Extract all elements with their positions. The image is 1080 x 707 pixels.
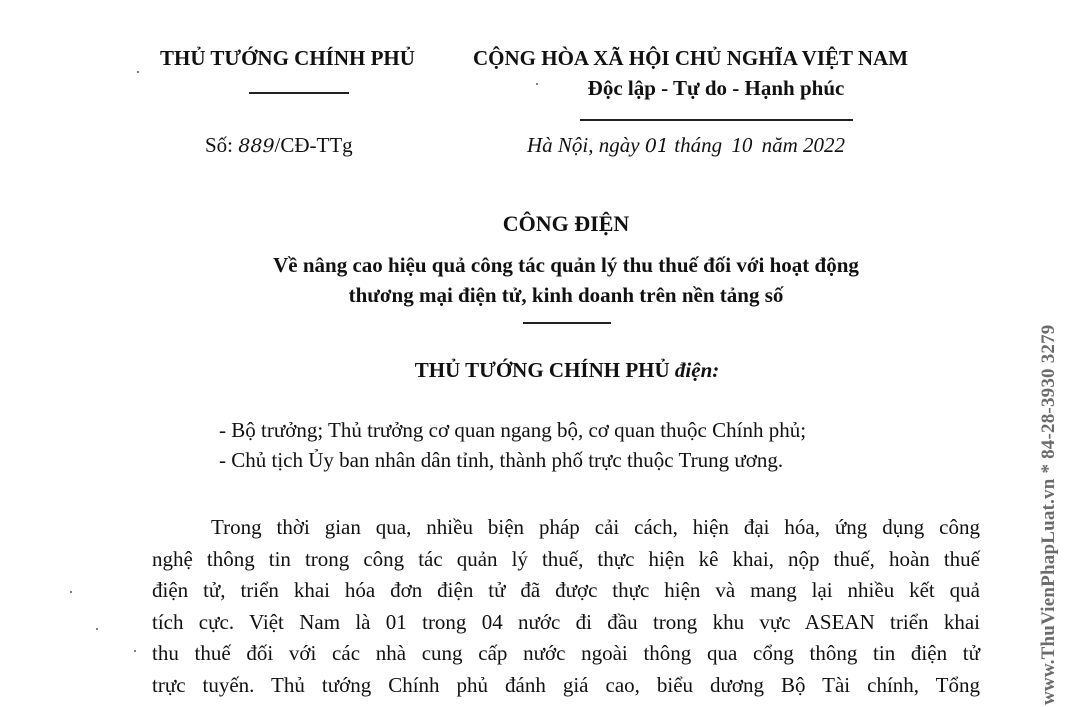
subject-line-1: Về nâng cao hiệu quả công tác quản lý thu thuế đối với hoạt động <box>273 253 859 277</box>
recipient-1: - Bộ trưởng; Thủ trưởng cơ quan ngang bộ, cơ quan thuộc Chính phủ; <box>219 418 807 442</box>
body-paragraph <box>152 512 980 701</box>
handwritten-day: 01 <box>644 135 670 157</box>
recipient-2: - Chủ tịch Ủy ban nhân dân tỉnh, thành phố trực thuộc Trung ương. <box>219 448 784 472</box>
body-line: tích cực. Việt Nam là 01 trong 04 nước đi đầu trong khu vực ASEAN triển khai <box>152 609 980 634</box>
sender-line <box>415 358 720 383</box>
issuer-underline <box>249 92 349 94</box>
nation-name: CỘNG HÒA XÃ HỘI CHỦ NGHĨA VIỆT NAM <box>473 46 909 70</box>
document-type: CÔNG ĐIỆN <box>502 211 630 236</box>
sender-verb: điện: <box>674 358 720 382</box>
scan-speck <box>96 628 98 630</box>
date-month: 10 <box>731 133 753 157</box>
motto-underline <box>580 119 853 121</box>
body-line: trực tuyến. Thủ tướng Chính phủ đánh giá cao, biểu dương Bộ Tài chính, Tổng <box>152 672 980 697</box>
scan-speck <box>137 71 139 73</box>
scan-speck <box>134 650 136 652</box>
scan-speck <box>536 83 538 85</box>
issuer-name: THỦ TƯỚNG CHÍNH PHỦ <box>160 46 415 70</box>
date-year-label: năm 2022 <box>761 133 846 157</box>
national-motto: Độc lập - Tự do - Hạnh phúc <box>587 76 845 100</box>
side-watermark: www.ThuVienPhapLuat.vn * 84-28-3930 3279 <box>1038 324 1059 705</box>
scan-speck <box>70 591 72 593</box>
number-suffix: /CĐ-TTg <box>274 133 353 157</box>
number-prefix: Số: <box>205 133 234 157</box>
body-line: thu thuế đối với các nhà cung cấp nước ngoài thông qua cổng thông tin điện tử <box>152 641 980 665</box>
date-place: Hà Nội, ngày <box>527 133 640 157</box>
date-month-label: tháng <box>674 133 723 157</box>
subject-line-2: thương mại điện tử, kinh doanh trên nền tảng số <box>348 283 784 307</box>
handwritten-number: 889 <box>238 135 275 157</box>
title-underline <box>523 322 611 324</box>
sender-name: THỦ TƯỚNG CHÍNH PHỦ <box>414 358 670 382</box>
body-line: điện tử, triển khai hóa đơn điện tử đã được thực hiện và mang lại nhiều kết quả <box>152 578 980 602</box>
issue-date <box>527 133 845 158</box>
body-line: nghệ thông tin trong công tác quản lý thuế, thực hiện kê khai, nộp thuế, hoàn thuế <box>152 546 980 571</box>
document-number <box>205 133 353 158</box>
body-line: Trong thời gian qua, nhiều biện pháp cải cách, hiện đại hóa, ứng dụng công <box>211 515 980 539</box>
